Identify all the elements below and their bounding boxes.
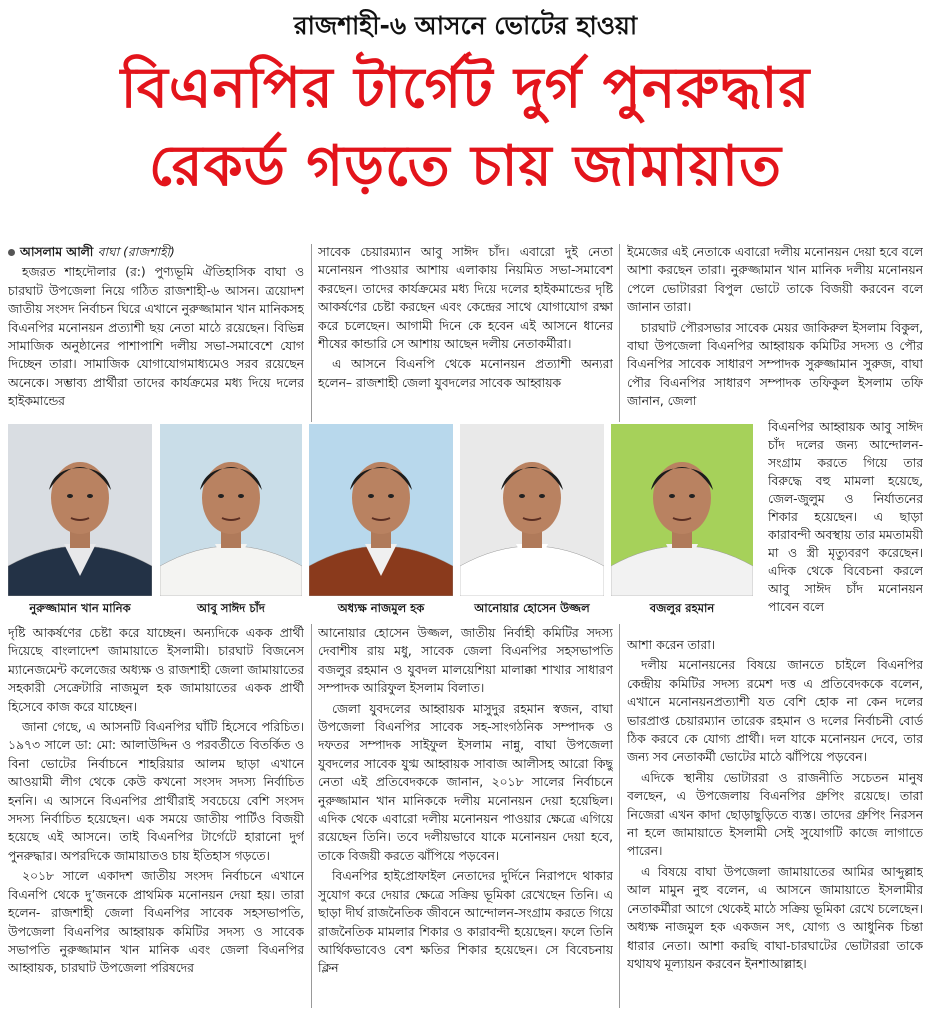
photo-caption: নুরুজ্জামান খান মানিক bbox=[29, 601, 131, 615]
photo-caption: অধ্যক্ষ নাজমুল হক bbox=[337, 601, 425, 615]
paragraph: দৃষ্টি আকর্ষণের চেষ্টা করে যাচ্ছেন। অন্যদিকে একক প্রার্থী দিয়েছে বাংলাদেশ জামায়াতে ইসলামী। চারঘাট বিজনেস ম্যানেজমেন্ট কলেজের অধ্যক্ষ ও রাজশাহী জেলা জামায়াতের সহকারী সেক্রেটারি নাজমুল হক জামায়াতের একক প্রার্থী হিসেবে কাজ করে যাচ্ছেন। bbox=[8, 626, 304, 714]
column-rule bbox=[311, 244, 312, 422]
kicker: রাজশাহী-৬ আসনে ভোটের হাওয়া bbox=[293, 11, 638, 40]
column-rule bbox=[619, 624, 620, 1008]
portrait-photo bbox=[611, 424, 753, 596]
paragraph: বিএনপির আহ্বায়ক আবু সাঈদ চাঁদ দলের জন্য আন্দোলন-সংগ্রাম করতে গিয়ে তার বিরুদ্ধে বহু মামলা হয়েছে, জেল-জুলুম ও নির্যাতনের শিকার হয়েছেন। এ ছাড়া কারাবন্দী অবস্থায় তার মমতাময়ী মা ও স্ত্রী মৃত্যুবরণ করেছেন। এদিক থেকে বিবেচনা করলে আবু সাঈদ চাঁদ মনোনয়ন পাবেন বলে bbox=[768, 420, 923, 614]
portrait-photo bbox=[160, 424, 302, 596]
paragraph: দলীয় মনোনয়নের বিষয়ে জানতে চাইলে বিএনপির কেন্দ্রীয় কমিটির সদস্য রমেশ দত্ত এ প্রতিবেদককে বলেন, এখানে মনোনয়নপ্রত্যাশী যত বেশি হোক না কেন দলের ভারপ্রাপ্ত চেয়ারম্যান তারেক রহমান ও দলের নির্বাচনী বোর্ড ঠিক করবে কে যোগ্য প্রার্থী। দল যাকে মনোনয়ন দেবে, তার জন্য সব নেতাকর্মী ভোটের মাঠে ঝাঁপিয়ে পড়বেন। bbox=[627, 658, 923, 765]
paragraph: আশা করেন তারা। bbox=[627, 638, 716, 652]
paragraph: এদিকে স্থানীয় ভোটাররা ও রাজনীতি সচেতন মানুষ বলছেন, এ উপজেলায় বিএনপির গ্রুপিং রয়েছে। তারা নিজেরা এখন কাদা ছোড়াছুড়িতে ব্যস্ত। তাদের গ্রুপিং নিরসন না হলে জামায়াতে ইসলামী সেই সুযোগটি কাজে লাগাতে পারেন। bbox=[627, 770, 923, 859]
byline-author: আসলাম আলী bbox=[20, 245, 94, 259]
column-rule bbox=[619, 244, 620, 422]
byline-location: বাঘা (রাজশাহী) bbox=[97, 245, 175, 259]
headline-line-1: বিএনপির টার্গেট দুর্গ পুনরুদ্ধার bbox=[120, 56, 811, 121]
paragraph: এ বিষয়ে বাঘা উপজেলা জামায়াতের আমির আব্দুল্লাহ আল মামুন নুহু বলেন, এ আসনে জামায়াতে ইসলামীর নেতাকর্মীরা আগে থেকেই মাঠে সক্রিয় ভূমিকা রেখে চলেছেন। অধ্যক্ষ নাজমুল হক একজন সৎ, যোগ্য ও আধুনিক চিন্তা ধারার নেতা। আশা করছি বাঘা-চারঘাটের ভোটাররা তাকে যথাযথ মূল্যায়ন করবেন ইনশাআল্লাহ। bbox=[627, 864, 923, 971]
column-rule bbox=[311, 624, 312, 1008]
headline bbox=[0, 50, 931, 206]
column-1-top bbox=[8, 243, 304, 423]
photo-caption: আনোয়ার হোসেন উজ্জল bbox=[474, 601, 590, 615]
portrait-photo bbox=[8, 424, 152, 596]
photo-caption: আবু সাঈদ চাঁদ bbox=[197, 601, 265, 615]
column-2-top bbox=[318, 243, 613, 423]
column-3-top bbox=[627, 243, 923, 415]
photo-caption: বজলুর রহমান bbox=[649, 601, 715, 615]
column-1-bottom bbox=[8, 624, 304, 1009]
paragraph: এ আসনে বিএনপি থেকে মনোনয়ন প্রত্যাশী অন্যরা হলেন– রাজশাহী জেলা যুবদলের সাবেক আহ্বায়ক bbox=[318, 357, 613, 390]
paragraph: বিএনপির হাইপ্রোফাইল নেতাদের দুর্দিনে নিরাপদে থাকার সুযোগ করে দেয়ার ক্ষেত্রে সক্রিয় ভূমিকা রেখেছেন তিনি। এ ছাড়া দীর্ঘ রাজনৈতিক জীবনে আন্দোলন-সংগ্রাম করতে গিয়ে রাজনৈতিক মামলার শিকার ও কারাবন্দী হয়েছেন। ফলে তিনি আর্থিকভাবেও বেশ ক্ষতির শিকার হয়েছেন। সে বিবেচনায় ক্লিন bbox=[318, 869, 613, 976]
headline-line-2: রেকর্ড গড়তে চায় জামায়াত bbox=[149, 134, 782, 199]
portrait-photo bbox=[309, 424, 453, 596]
paragraph: ইমেজের এই নেতাকে এবারো দলীয় মনোনয়ন দেয়া হবে বলে আশা করছেন তারা। নুরুজ্জামান খান মানিক দলীয় মনোনয়ন পেলে ভোটাররা বিপুল ভোটে তাকে বিজয়ী করবেন বলে জানান তারা। bbox=[627, 245, 923, 315]
paragraph: জেলা যুবদলের আহ্বায়ক মাসুদুর রহমান স্বজন, বাঘা উপজেলা বিএনপির সাবেক সহ-সাংগঠনিক সম্পাদক ও দফতর সম্পাদক সাইফুল ইসলাম নান্নু, বাঘা উপজেলা যুবদলের সাবেক যুগ্ম আহ্বায়ক সাবাজ আলীসহ আরো কিছু নেতা এই প্রতিবেদককে জানান, ২০১৮ সালের নির্বাচনে নুরুজ্জামান খান মানিককে দলীয় মনোনয়ন দেয়া হয়েছিল। এদিক থেকে এবারো দলীয় মনোনয়ন পাওয়ার ক্ষেত্রে এগিয়ে রয়েছেন তিনি। তবে দলীয়ভাবে যাকে মনোনয়ন দেয়া হবে, তাকে বিজয়ী করতে ঝাঁপিয়ে পড়বেন। bbox=[318, 701, 613, 863]
paragraph: চারঘাট পৌরসভার সাবেক মেয়র জাকিরুল ইসলাম বিকুল, বাঘা উপজেলা বিএনপির আহ্বায়ক কমিটির সদস্য ও পৌর বিএনপির সাবেক সাধারণ সম্পাদক সুরুজ্জামান সুরুজ, বাঘা পৌর বিএনপির সাধারণ সম্পাদক তফিকুল ইসলাম তফি জানান, জেলা bbox=[627, 320, 923, 409]
byline bbox=[8, 243, 304, 261]
portrait-photo bbox=[460, 424, 604, 596]
paragraph: ২০১৮ সালে একাদশ জাতীয় সংসদ নির্বাচনে এখানে বিএনপি থেকে দু’জনকে প্রাথমিক মনোনয়ন দেয়া হয়। তারা হলেন- রাজশাহী জেলা বিএনপির সাবেক সহসভাপতি, উপজেলা বিএনপির আহ্বায়ক কমিটির সদস্য ও সাবেক সভাপতি নুরুজ্জামান খান মানিক এবং জেলা বিএনপির আহ্বায়ক, চারঘাট উপজেলা পরিষদের bbox=[8, 869, 304, 976]
paragraph: হজরত শাহদৌলার (র:) পুণ্যভূমি ঐতিহাসিক বাঘা ও চারঘাট উপজেলা নিয়ে গঠিত রাজশাহী-৬ আসন। ত্রয়োদশ জাতীয় সংসদ নির্বাচন ঘিরে এখানে নুরুজ্জামান খান মানিকসহ বিএনপির মনোনয়ন প্রত্যাশী ছয় নেতা মাঠে রয়েছেন। বিভিন্ন সামাজিক অনুষ্ঠানের পাশাপাশি দলীয় সভা-সমাবেশে যোগ দিচ্ছেন তারা। সামাজিক যোগাযোগমাধ্যমেও সরব রয়েছেন অনেকে। সম্ভাব্য প্রার্থীরা তাদের কার্যক্রমের মধ্য দিয়ে দলের হাইকমান্ডের bbox=[8, 265, 304, 409]
paragraph: আনোয়ার হোসেন উজ্জল, জাতীয় নির্বাহী কমিটির সদস্য দেবাশীষ রায় মধু, সাবেক জেলা বিএনপির সহসভাপতি বজলুর রহমান ও যুবদল মালয়েশিয়া মালাক্কা শাখার সাধারণ সম্পাদক আরিফুল ইসলাম বিলাত। bbox=[318, 626, 613, 696]
column-2-bottom bbox=[318, 624, 613, 1009]
bullet-icon bbox=[8, 249, 15, 256]
column-3-side bbox=[768, 418, 923, 634]
paragraph: জানা গেছে, এ আসনটি বিএনপির ঘাঁটি হিসেবে পরিচিত। ১৯৭৩ সালে ডা: মো: আলাউদ্দিন ও পরবর্তীতে বিতর্কিত ও বিনা ভোটের নির্বাচনে শাহরিয়ার আলম ছাড়া এখানে আওয়ামী লীগ থেকে কেউ কখনো সংসদ সদস্য নির্বাচিত হননি। এ আসনে বিএনপির প্রার্থীরাই সবচেয়ে বেশি সংসদ সদস্য নির্বাচিত হয়েছেন। এক সময়ে জাতীয় পার্টিও বিজয়ী হয়েছে এই আসনে। তাই বিএনপির টার্গেটে হারানো দুর্গ পুনরুদ্ধার। অপরদিকে জামায়াতও চায় ইতিহাস গড়তে। bbox=[8, 720, 304, 863]
column-3-bottom bbox=[627, 636, 923, 1009]
paragraph: সাবেক চেয়ারম্যান আবু সাঈদ চাঁদ। এবারো দুই নেতা মনোনয়ন পাওয়ার আশায় এলাকায় নিয়মিত সভা-সমাবেশ করছেন। তাদের কার্যক্রমের মধ্য দিয়ে দলের হাইকমান্ডের দৃষ্টি আকর্ষণের চেষ্টা করছেন এবং কেন্দ্রের সাথে যোগাযোগ রক্ষা করে চলেছেন। আগামী দিনে কে হবেন এই আসনে ধানের শীষের কান্ডারি সে আশায় আছেন দলীয় নেতাকর্মীরা। bbox=[318, 245, 613, 352]
